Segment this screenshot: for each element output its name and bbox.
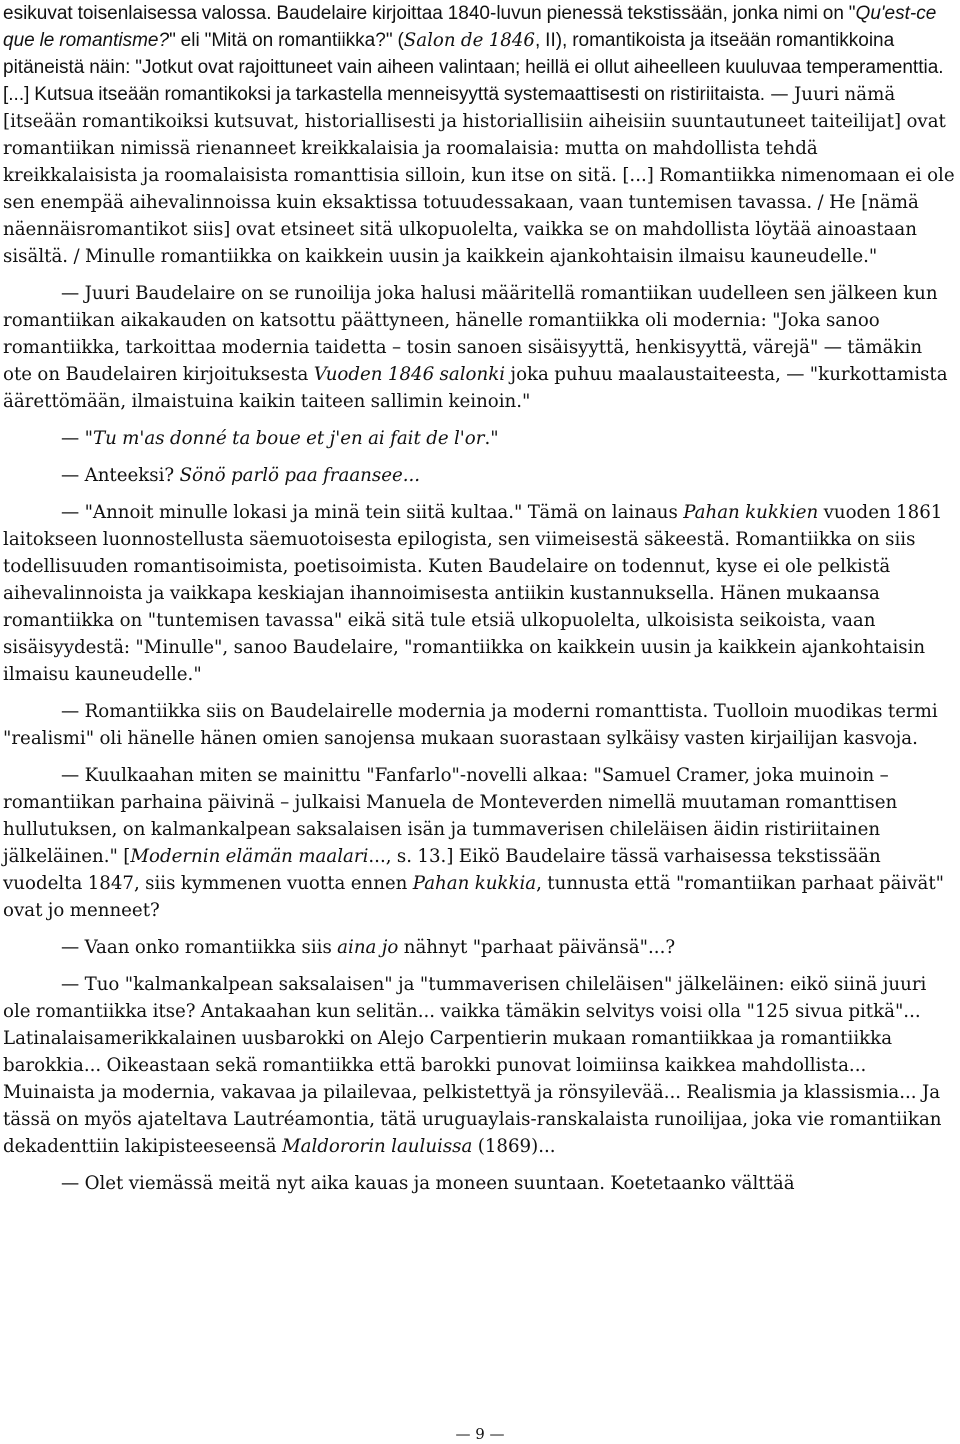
body-text: — Tuo "kalmankalpean saksalaisen" ja "tummaverisen chileläisen" jälkeläinen: eikö siinä juuri ole romantiikka itse? Antakaahan kun selitän... vaikka tämäkin selvitys voisi olla "125 sivua pitkä"... Latinalaisamerikkalainen uusbarokki on Alejo Carpentierin mukaan romantiikkaa ja romantiikka barokkia... Oikeastaan sekä romantiikka että barokki punovat loimiinsa kaikkea mahdollista... Muinaista ja modernia, vakavaa ja pilailevaa, pelkistettyä ja rönsyilevää... Realismia ja klassismia... Ja tässä on myös ajateltava Lautréamontia, tätä uruguaylais-ranskalaista runoilijaa, joka vie romantiikan dekadenttiin lakipisteeseensä	[3, 974, 942, 1157]
body-text: — Juuri Baudelaire on se runoilija joka halusi määritellä romantiikan uudelleen sen jälkeen kun romantiikan aikakauden on katsottu päättyneen, hänelle romantiikka oli modernia: "Joka sanoo romantiikka, tarkoittaa modernia taidetta – tosin sanoen sisäisyyttä, henkisyyttä, värejä" — tämäkin ote on Baudelairen kirjoituksesta	[3, 283, 938, 385]
italic-text: Qu'est-ce que le romantisme?	[3, 3, 937, 51]
paragraph	[3, 1170, 955, 1197]
paragraph	[3, 499, 955, 688]
paragraph	[3, 762, 955, 924]
body-text: — "	[61, 428, 93, 449]
body-text: ..., s. 13.] Eikö Baudelaire tässä varhaisessa tekstissään vuodelta 1847, siis kymmenen vuotta ennen	[3, 846, 881, 894]
body-text: " eli "Mitä on romantiikka?" (	[169, 30, 404, 51]
body-text: , tunnusta että "romantiikan parhaat päivät" ovat jo menneet?	[3, 873, 945, 921]
italic-text: Sönö parlö paa fraansee...	[179, 465, 421, 486]
body-text: , II), romantikoista ja itseään romantikkoina pitäneistä näin: "Jotkut ovat rajoittuneet vain aiheen valintaan; heillä ei ollut aiheelleen kuuluvaa temperamenttia. [...] Kutsua itseään romantikoksi ja tarkastella menneisyyttä systemaattisesti on ristiriitaista.	[3, 30, 944, 105]
paragraph	[3, 425, 955, 452]
italic-text: aina jo	[337, 937, 399, 958]
body-text: — Anteeksi?	[61, 465, 180, 486]
body-text: — Kuulkaahan miten se mainittu "Fanfarlo"-novelli alkaa: "Samuel Cramer, joka muinoin – romantiikan parhaina päivinä – julkaisi Manuela de Monteverden nimellä muutaman romanttisen hullutuksen, on kalmankalpean saksalaisen isän ja tummaverisen chileläisen äidin ristiriitainen jälkeläinen." [	[3, 765, 898, 867]
italic-text: Salon de 1846	[403, 30, 536, 51]
paragraph	[3, 280, 955, 415]
body-text: (1869)...	[472, 1136, 556, 1157]
paragraph	[3, 462, 955, 489]
italic-text: Pahan kukkien	[683, 502, 819, 523]
italic-text: Tu m'as donné ta boue et j'en ai fait de l'or	[92, 428, 485, 449]
body-text: nähnyt "parhaat päivänsä"...?	[398, 937, 676, 958]
body-text: joka puhuu maalaustaiteesta, — "kurkottamista äärettömään, ilmaistuina kaikin taiteen sallimin keinoin."	[3, 364, 948, 412]
body-text: — Romantiikka siis on Baudelairelle modernia ja moderni romanttista. Tuolloin muodikas termi "realismi" oli hänelle hänen omien sanojensa mukaan suorastaan sylkäisy vasten kirjailijan kasvoja.	[3, 701, 938, 749]
body-text: — "Annoit minulle lokasi ja minä tein siitä kultaa." Tämä on lainaus	[61, 502, 684, 523]
document-body	[3, 0, 955, 1197]
page-number: — 9 —	[455, 1425, 505, 1443]
paragraph	[3, 934, 955, 961]
body-text: — Juuri nämä [itseään romantikoiksi kutsuvat, historiallisesti ja historiallisiin aiheisiin suuntautuneet taiteilijat] ovat romantiikan nimissä rienanneet kreikkalaisia ja roomalaisia: mutta on mahdollista tehdä kreikkalaisista ja roomalaisista romanttisia silloin, kun itse on sitä. [...] Romantiikka nimenomaan ei ole sen enempää aihevalinnoissa kuin eksaktissa totuudessakaan, vaan tuntemisen tavassa. / He [nämä näennäisromantikot siis] ovat etsineet sitä ulkopuolelta, vaikka se on mahdollista löytää ainoastaan sisältä. / Minulle romantiikka on kaikkein uusin ja kaikkein ajankohtaisin ilmaisu kauneudelle."	[3, 84, 955, 267]
italic-text: Maldororin lauluissa	[282, 1136, 473, 1157]
body-text: vuoden 1861 laitokseen luonnostellusta säemuotoisesta epilogista, sen viimeisestä säkeestä. Romantiikka on siis todellisuuden romantisoimista, poetisoimista. Kuten Baudelaire on todennut, kyse ei ole pelkistä aihevalinnoista ja vaikkapa keskiajan ihannoimisesta antiikin kustannuksella. Hänen mukaansa romantiikka on "tuntemisen tavassa" eikä sitä tule etsiä ulkopuolelta, ulkoisista seikoista, vaan sisäisyydestä: "Minulle", sanoo Baudelaire, "romantiikka on kaikkein uusin ja kaikkein ajankohtaisin ilmaisu kauneudelle."	[3, 502, 943, 685]
body-text: esikuvat toisenlaisessa valossa. Baudelaire kirjoittaa 1840-luvun pienessä tekstissään, jonka nimi on "	[3, 3, 856, 24]
body-text: ."	[484, 428, 499, 449]
paragraph	[3, 0, 955, 270]
italic-text: Pahan kukkia	[412, 873, 537, 894]
paragraph	[3, 698, 955, 752]
italic-text: Vuoden 1846 salonki	[313, 364, 506, 385]
body-text: — Vaan onko romantiikka siis	[61, 937, 338, 958]
paragraph	[3, 971, 955, 1160]
italic-text: Modernin elämän maalari	[130, 846, 369, 867]
body-text: — Olet viemässä meitä nyt aika kauas ja moneen suuntaan. Koetetaanko välttää	[61, 1173, 795, 1194]
